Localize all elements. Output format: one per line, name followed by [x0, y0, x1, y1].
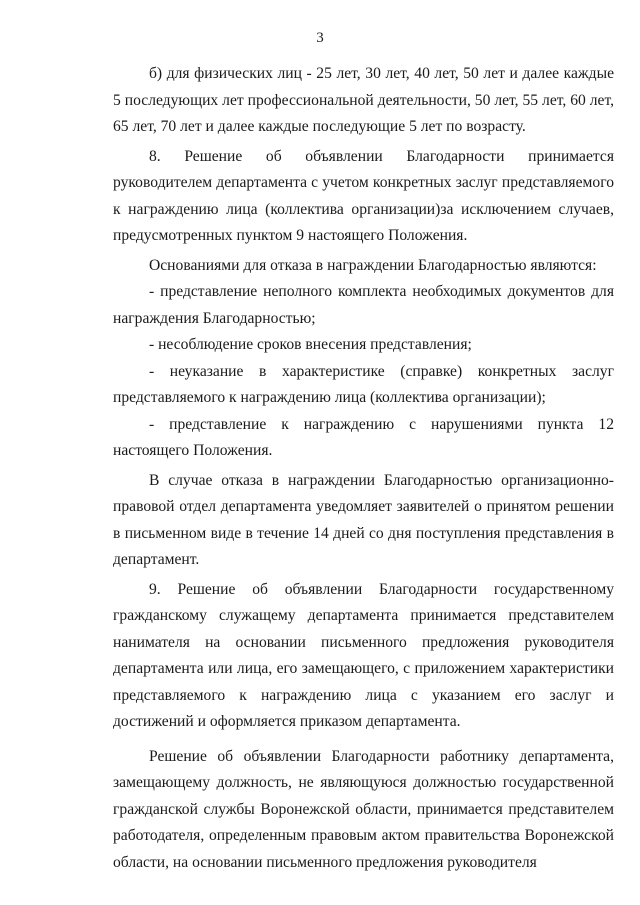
page-number: 3	[316, 30, 324, 46]
document-body	[113, 61, 614, 876]
paragraph-item-8: 8. Решение об объявлении Благодарности принимается руководителем департамента с учетом конкретных заслуг представляемого к награждению лица (коллектива организации)за исключением случаев, предусмотренных пунктом 9 настоящего Положения.	[113, 147, 614, 244]
list-item-violations: - представление к награждению с нарушениями пункта 12 настоящего Положения.	[113, 415, 614, 459]
paragraph-employee-decision: Решение об объявлении Благодарности работнику департамента, замещающему должность, не являющуюся должностью государственной гражданской службы Воронежской области, принимается представителем работодателя, определенным правовым актом правительства Воронежской области, на основании письменного предложения руководителя	[113, 747, 614, 871]
paragraph-refusal-grounds: Основаниями для отказа в награждении Благодарностью являются:	[149, 256, 597, 274]
list-item-incomplete-documents: - представление неполного комплекта необходимых документов для награждения Благодарностью;	[113, 283, 614, 327]
paragraph-refusal-notice: В случае отказа в награждении Благодарностью организационно-правовой отдел департамента уведомляет заявителей о принятом решении в письменном виде в течение 14 дней со дня поступления представления в департамент.	[113, 471, 614, 568]
paragraph-physical-persons: б) для физических лиц - 25 лет, 30 лет, 40 лет, 50 лет и далее каждые 5 последующих лет профессиональной деятельности, 50 лет, 55 лет, 60 лет, 65 лет, 70 лет и далее каждые последующие 5 лет по возрасту.	[113, 65, 614, 135]
list-item-deadlines: - несоблюдение сроков внесения представления;	[149, 336, 472, 353]
list-item-no-merits: - неуказание в характеристике (справке) конкретных заслуг представляемого к награждению лица (коллектива организации);	[113, 362, 614, 406]
paragraph-item-9: 9. Решение об объявлении Благодарности государственному гражданскому служащему департамента принимается представителем нанимателя на основании письменного предложения руководителя департамента или лица, его замещающего, с приложением характеристики представляемого к награждению лица с указанием его заслуг и достижений и оформляется приказом департамента.	[113, 580, 614, 730]
